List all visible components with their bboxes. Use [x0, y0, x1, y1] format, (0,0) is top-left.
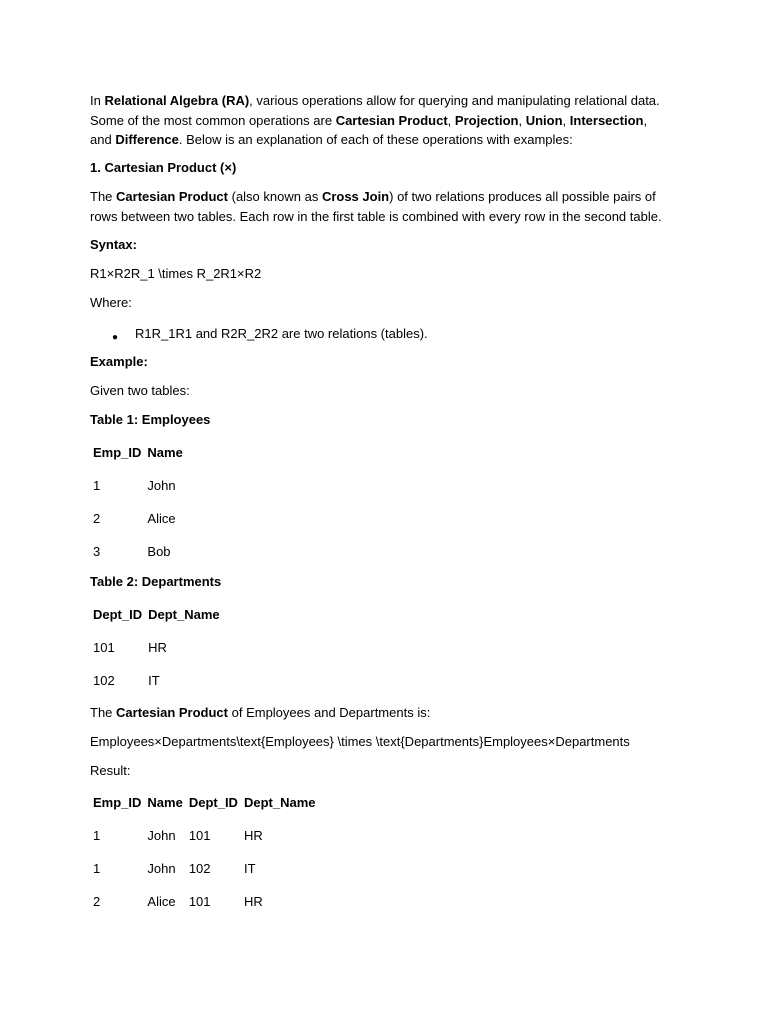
syntax-formula: R1×R2R_1 \times R_2R1×R2	[90, 266, 262, 281]
table-cell: John	[147, 478, 176, 493]
column-header: Dept_Name	[148, 607, 220, 622]
column-header: Dept_Name	[243, 795, 316, 810]
product-formula: Employees×Departments\text{Employees} \times \text{Departments}Employees×Departments	[90, 734, 630, 749]
table2-title-text: Table 2: Departments	[90, 574, 222, 589]
table2-title	[90, 572, 690, 592]
syntax-label	[90, 235, 690, 255]
product-sentence	[90, 703, 690, 723]
text-span: ,	[518, 112, 526, 128]
intro-line-2	[90, 111, 690, 131]
table-cell: Alice	[147, 511, 176, 526]
table-cell: 1	[93, 861, 101, 876]
table-row	[90, 885, 318, 918]
text-span: of Employees and Departments is:	[228, 705, 431, 720]
table-cell: John	[147, 861, 176, 876]
employees-table	[90, 436, 186, 568]
definition-paragraph	[90, 187, 690, 226]
text-span: . Below is an explanation of each of these operations with examples:	[178, 132, 573, 147]
table-cell: 101	[188, 828, 211, 843]
section-heading	[90, 158, 690, 178]
given-text: Given two tables:	[90, 383, 190, 398]
table-cell: 2	[93, 511, 101, 526]
bold-term-cross-join: Cross Join	[321, 189, 390, 204]
table-cell: 101	[93, 640, 115, 655]
bold-term-projection: Projection	[454, 112, 519, 128]
text-span: The	[90, 189, 117, 204]
bold-term-cartesian-product: Cartesian Product	[335, 112, 448, 128]
definition-line-2	[90, 207, 690, 227]
text-span: (also known as	[228, 189, 322, 204]
column-header: Name	[147, 795, 183, 810]
where-bullet-text: R1R_1R1 and R2R_2R2 are two relations (tables).	[135, 326, 428, 341]
column-header: Name	[147, 445, 183, 460]
table-cell: John	[147, 828, 176, 843]
table-row	[90, 469, 186, 502]
where-label: Where:	[90, 295, 132, 310]
table-cell: 3	[93, 544, 101, 559]
table-cell: 1	[93, 828, 101, 843]
table-cell: HR	[243, 828, 263, 843]
column-header: Emp_ID	[93, 445, 142, 460]
text-span: and	[90, 132, 116, 147]
text-span: Some of the most common operations are	[90, 112, 336, 128]
text-span: The	[90, 705, 117, 720]
bold-term-relational-algebra: Relational Algebra (RA)	[104, 93, 250, 108]
bold-term-union: Union	[525, 112, 563, 128]
table-cell: IT	[148, 673, 160, 688]
table-header-row	[90, 436, 186, 469]
text-span: ) of two relations produces all possible pairs of	[389, 189, 656, 204]
table-cell: Bob	[147, 544, 171, 559]
table-row	[90, 631, 223, 664]
column-header: Emp_ID	[93, 795, 142, 810]
table-cell: Alice	[147, 894, 176, 909]
definition-line-1	[90, 187, 690, 207]
intro-paragraph	[90, 91, 690, 150]
result-label: Result:	[90, 763, 131, 778]
text-span: ,	[562, 112, 570, 128]
column-header: Dept_ID	[93, 607, 143, 622]
table1-title	[90, 410, 690, 430]
table1-title-text: Table 1: Employees	[90, 412, 211, 427]
bullet-icon: ●	[112, 332, 119, 343]
table-cell: 102	[93, 673, 115, 688]
example-label-text: Example:	[90, 354, 148, 369]
example-label	[90, 352, 690, 372]
table-row	[90, 852, 318, 885]
table-row	[90, 664, 223, 697]
table-row	[90, 535, 186, 568]
bold-term-cartesian-product: Cartesian Product	[116, 705, 228, 720]
table-cell: 2	[93, 894, 101, 909]
bold-term-difference: Difference	[115, 132, 179, 147]
departments-table	[90, 598, 223, 697]
table-header-row	[90, 786, 318, 819]
table-cell: IT	[243, 861, 256, 876]
table-row	[90, 502, 186, 535]
intro-line-3	[90, 130, 690, 150]
column-header: Dept_ID	[188, 795, 238, 810]
text-span: ,	[643, 112, 648, 128]
table-cell: HR	[243, 894, 263, 909]
result-table	[90, 786, 318, 918]
syntax-label-text: Syntax:	[90, 237, 137, 252]
section-heading-text: 1. Cartesian Product (×)	[90, 160, 237, 175]
intro-line-1	[90, 91, 690, 111]
text-span: ,	[447, 112, 455, 128]
text-span: , various operations allow for querying and manipulating relational data.	[249, 93, 660, 108]
table-cell: 1	[93, 478, 101, 493]
table-cell: 102	[188, 861, 211, 876]
text-span: In	[90, 93, 105, 108]
table-header-row	[90, 598, 223, 631]
table-cell: HR	[148, 640, 167, 655]
bold-term-cartesian-product: Cartesian Product	[116, 189, 228, 204]
text-span: rows between two tables. Each row in the first table is combined with every row in the second table.	[90, 208, 662, 224]
table-cell: 101	[188, 894, 211, 909]
bold-term-intersection: Intersection	[569, 112, 644, 128]
table-row	[90, 819, 318, 852]
